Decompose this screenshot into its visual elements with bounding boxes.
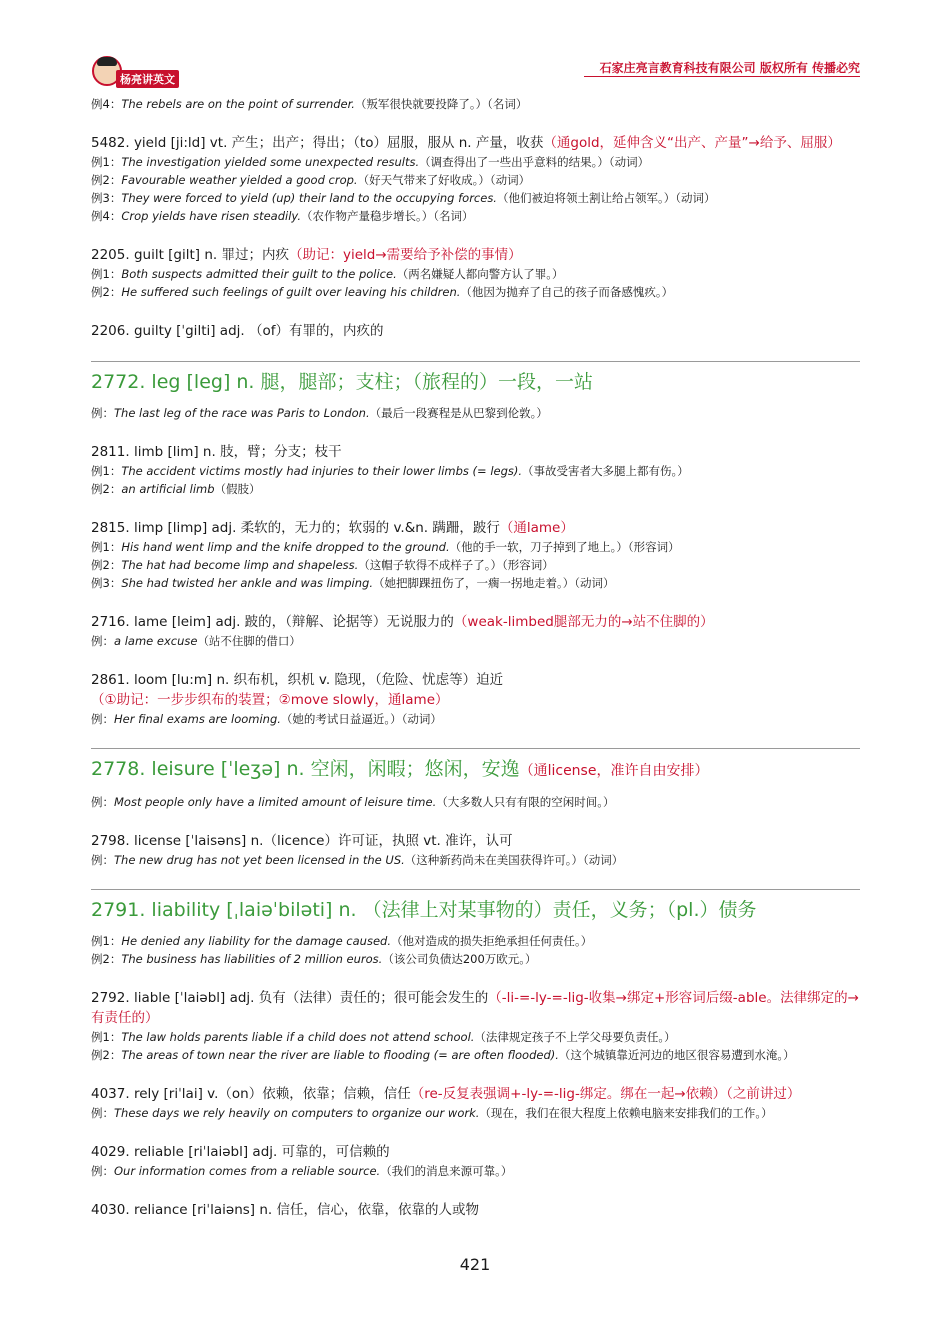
example-translation: （两名嫌疑人都向警方认了罪。）	[396, 267, 564, 281]
word-entry	[91, 612, 860, 632]
example-english: Our information comes from a reliable source.	[114, 1164, 381, 1178]
entry-definition: 4037. rely [riˈlai] v.（on）依赖，依靠；信赖，信任	[91, 1086, 411, 1102]
word-entry	[91, 245, 860, 265]
example-translation: （这个城镇靠近河边的地区很容易遭到水淹。）	[558, 1048, 795, 1062]
example-sentence	[91, 265, 860, 283]
entry-definition: 2798. license [ˈlaisəns] n.（licence）许可证，执照 vt. 准许，认可	[91, 833, 513, 849]
example-label: 例：	[91, 634, 114, 648]
example-label: 例3：	[91, 191, 122, 205]
example-english: He denied any liability for the damage caused.	[121, 934, 391, 948]
entry-mnemonic: （①助记：一步步织布的装置；②move slowly，通lame）	[91, 692, 449, 708]
example-translation: （站不住脚的借口）	[197, 634, 301, 648]
example-english: Crop yields have risen steadily.	[121, 209, 301, 223]
example-label: 例1：	[91, 267, 122, 281]
entry-mnemonic: （通license，准许自由安排）	[519, 763, 709, 779]
example-sentence	[91, 793, 860, 811]
example-translation: （这种新药尚未在美国获得许可。）（动词）	[404, 853, 624, 867]
example-sentence	[91, 404, 860, 422]
entry-definition: 2778. leisure [ˈleʒə] n. 空闲，闲暇；悠闲，安逸	[91, 758, 520, 780]
example-english: The law holds parents liable if a child does not attend school.	[121, 1030, 475, 1044]
example-sentence	[91, 574, 860, 592]
word-entry	[91, 321, 860, 341]
example-sentence	[91, 1162, 860, 1180]
entry-definition: 4029. reliable [riˈlaiəbl] adj. 可靠的，可信赖的	[91, 1144, 390, 1160]
word-entry	[91, 670, 860, 710]
example-sentence	[91, 171, 860, 189]
word-entry	[91, 1084, 860, 1104]
entry-definition: 2861. loom [lu:m] n. 织布机，织机 v. 隐现，（危险、忧虑等）迫近	[91, 672, 504, 688]
header-underline	[584, 76, 860, 77]
entry-definition: 2792. liable [ˈlaiəbl] adj. 负有（法律）责任的；很可能会发生的	[91, 990, 489, 1006]
entry-mnemonic: （通gold，延伸含义“出产、产量”→给予、屈服）	[543, 135, 841, 151]
entry-definition: 2815. limp [limp] adj. 柔软的，无力的；软弱的 v.&n. 蹒跚，跛行	[91, 520, 500, 536]
example-label: 例1：	[91, 934, 122, 948]
word-entry	[91, 988, 860, 1028]
example-translation: （他对造成的损失拒绝承担任何责任。）	[391, 934, 593, 948]
example-label: 例2：	[91, 173, 122, 187]
example-english: These days we rely heavily on computers to organize our work.	[114, 1106, 480, 1120]
entry-definition: 2206. guilty [ˈgilti] adj. （of）有罪的，内疚的	[91, 323, 384, 339]
example-english: The business has liabilities of 2 million euros.	[121, 952, 383, 966]
example-english: The rebels are on the point of surrender.	[121, 97, 355, 111]
example-label: 例3：	[91, 576, 122, 590]
example-english: Favourable weather yielded a good crop.	[121, 173, 358, 187]
example-translation: （他们被迫将领土割让给占领军。）（动词）	[496, 191, 716, 205]
section-divider	[91, 889, 860, 890]
example-sentence	[91, 207, 860, 225]
section-divider	[91, 748, 860, 749]
example-translation: （大多数人只有有限的空闲时间。）	[436, 795, 615, 809]
entry-definition: 2716. lame [leim] adj. 跛的，（辩解、论据等）无说服力的	[91, 614, 454, 630]
example-english: The new drug has not yet been licensed in the US.	[114, 853, 405, 867]
example-english: a lame excuse	[114, 634, 198, 648]
example-label: 例2：	[91, 952, 122, 966]
example-label: 例2：	[91, 558, 122, 572]
example-label: 例：	[91, 406, 114, 420]
entry-definition: 2772. leg [leg] n. 腿，腿部；支柱；（旅程的）一段，一站	[91, 371, 594, 393]
example-sentence	[91, 950, 860, 968]
headword-entry	[91, 896, 860, 924]
example-label: 例2：	[91, 1048, 122, 1062]
example-translation: （农作物产量稳步增长。）（名词）	[300, 209, 474, 223]
example-sentence	[91, 480, 860, 498]
example-sentence	[91, 538, 860, 556]
example-english: He suffered such feelings of guilt over leaving his children.	[121, 285, 461, 299]
example-translation: （事故受害者大多腿上都有伤。）	[522, 464, 689, 478]
example-label: 例：	[91, 795, 114, 809]
word-entry	[91, 831, 860, 851]
example-english: They were forced to yield (up) their land to the occupying forces.	[121, 191, 497, 205]
example-translation: （她把脚踝扭伤了，一瘸一拐地走着。）（动词）	[372, 576, 615, 590]
example-english: Both suspects admitted their guilt to the police.	[121, 267, 397, 281]
example-sentence	[91, 153, 860, 171]
entry-definition: 2205. guilt [gilt] n. 罪过；内疚	[91, 247, 289, 263]
example-translation: （这帽子软得不成样子了。）（形容词）	[358, 558, 554, 572]
entry-definition: 2791. liability [ˌlaiəˈbiləti] n. （法律上对某事物的）责任，义务；（pl.）债务	[91, 899, 757, 921]
example-english: The accident victims mostly had injuries to their lower limbs (= legs).	[121, 464, 523, 478]
example-label: 例2：	[91, 482, 122, 496]
example-english: Her final exams are looming.	[114, 712, 281, 726]
example-label: 例：	[91, 712, 114, 726]
example-sentence	[91, 556, 860, 574]
page-header	[90, 52, 860, 92]
example-translation: （我们的消息来源可靠。）	[380, 1164, 513, 1178]
example-label: 例：	[91, 1164, 114, 1178]
example-sentence	[91, 710, 860, 728]
example-sentence	[91, 1028, 860, 1046]
example-english: Most people only have a limited amount of leisure time.	[114, 795, 437, 809]
word-entry	[91, 1200, 860, 1220]
word-entry	[91, 442, 860, 462]
vocabulary-list	[91, 95, 860, 1220]
word-entry	[91, 518, 860, 538]
example-english: The areas of town near the river are liable to flooding (= are often flooded).	[121, 1048, 559, 1062]
entry-definition: 5482. yield [ji:ld] vt. 产生；出产；得出；（to）屈服，服从 n. 产量，收获	[91, 135, 544, 151]
example-translation: （该公司负债达200万欧元。）	[382, 952, 537, 966]
example-sentence	[91, 1046, 860, 1064]
example-label: 例1：	[91, 1030, 122, 1044]
brand-logo	[90, 56, 190, 90]
example-translation: （现在，我们在很大程度上依赖电脑来安排我们的工作。）	[479, 1106, 773, 1120]
example-translation: （最后一段赛程是从巴黎到伦敦。）	[369, 406, 548, 420]
page-number: 421	[459, 1255, 491, 1274]
entry-mnemonic: （通lame）	[499, 520, 574, 536]
example-sentence	[91, 1104, 860, 1122]
example-translation: （他的手一软，刀子掉到了地上。）（形容词）	[449, 540, 680, 554]
example-english: The hat had become limp and shapeless.	[121, 558, 359, 572]
example-label: 例4：	[91, 209, 122, 223]
example-translation: （法律规定孩子不上学父母要负责任。）	[474, 1030, 676, 1044]
example-sentence	[91, 462, 860, 480]
entry-definition: 4030. reliance [riˈlaiəns] n. 信任，信心，依靠，依靠的人或物	[91, 1202, 479, 1218]
example-sentence	[91, 632, 860, 650]
example-english: The last leg of the race was Paris to London.	[114, 406, 370, 420]
section-divider	[91, 361, 860, 362]
example-translation: （调查得出了一些出乎意料的结果。）（动词）	[419, 155, 650, 169]
entry-mnemonic: （weak-limbed腿部无力的→站不住脚的）	[453, 614, 714, 630]
example-label: 例1：	[91, 540, 122, 554]
example-sentence	[91, 932, 860, 950]
example-english: an artificial limb	[121, 482, 215, 496]
example-english: His hand went limp and the knife dropped to the ground.	[121, 540, 450, 554]
entry-mnemonic: （-li-=-ly-=-lig-收集→绑定+形容词后缀-able。法律绑定的→有责任的）	[91, 990, 859, 1026]
example-sentence	[91, 851, 860, 869]
example-label: 例：	[91, 853, 114, 867]
example-translation: （好天气带来了好收成。）（动词）	[357, 173, 531, 187]
headword-entry	[91, 368, 860, 396]
company-copyright: 石家庄亮言教育科技有限公司 版权所有 传播必究	[599, 61, 860, 75]
example-label: 例1：	[91, 155, 122, 169]
entry-mnemonic: （re-反复表强调+-ly-=-lig-绑定。绑在一起→依赖）（之前讲过）	[410, 1086, 801, 1102]
example-translation: （假肢）	[214, 482, 261, 496]
example-english: She had twisted her ankle and was limping.	[121, 576, 373, 590]
example-label: 例：	[91, 1106, 114, 1120]
entry-mnemonic: （助记：yield→需要给予补偿的事情）	[288, 247, 522, 263]
word-entry	[91, 1142, 860, 1162]
logo-text: 杨亮讲英文	[116, 70, 179, 88]
example-label: 例1：	[91, 464, 122, 478]
example-sentence	[91, 95, 860, 113]
entry-definition: 2811. limb [lim] n. 肢，臂；分支；枝干	[91, 444, 342, 460]
example-translation: （叛军很快就要投降了。）（名词）	[354, 97, 528, 111]
example-label: 例2：	[91, 285, 122, 299]
example-sentence	[91, 189, 860, 207]
headword-entry	[91, 755, 860, 785]
example-translation: （他因为抛弃了自己的孩子而备感愧疚。）	[460, 285, 674, 299]
word-entry	[91, 133, 860, 153]
example-sentence	[91, 283, 860, 301]
example-label: 例4：	[91, 97, 122, 111]
example-translation: （她的考试日益逼近。）（动词）	[280, 712, 442, 726]
example-english: The investigation yielded some unexpected results.	[121, 155, 420, 169]
